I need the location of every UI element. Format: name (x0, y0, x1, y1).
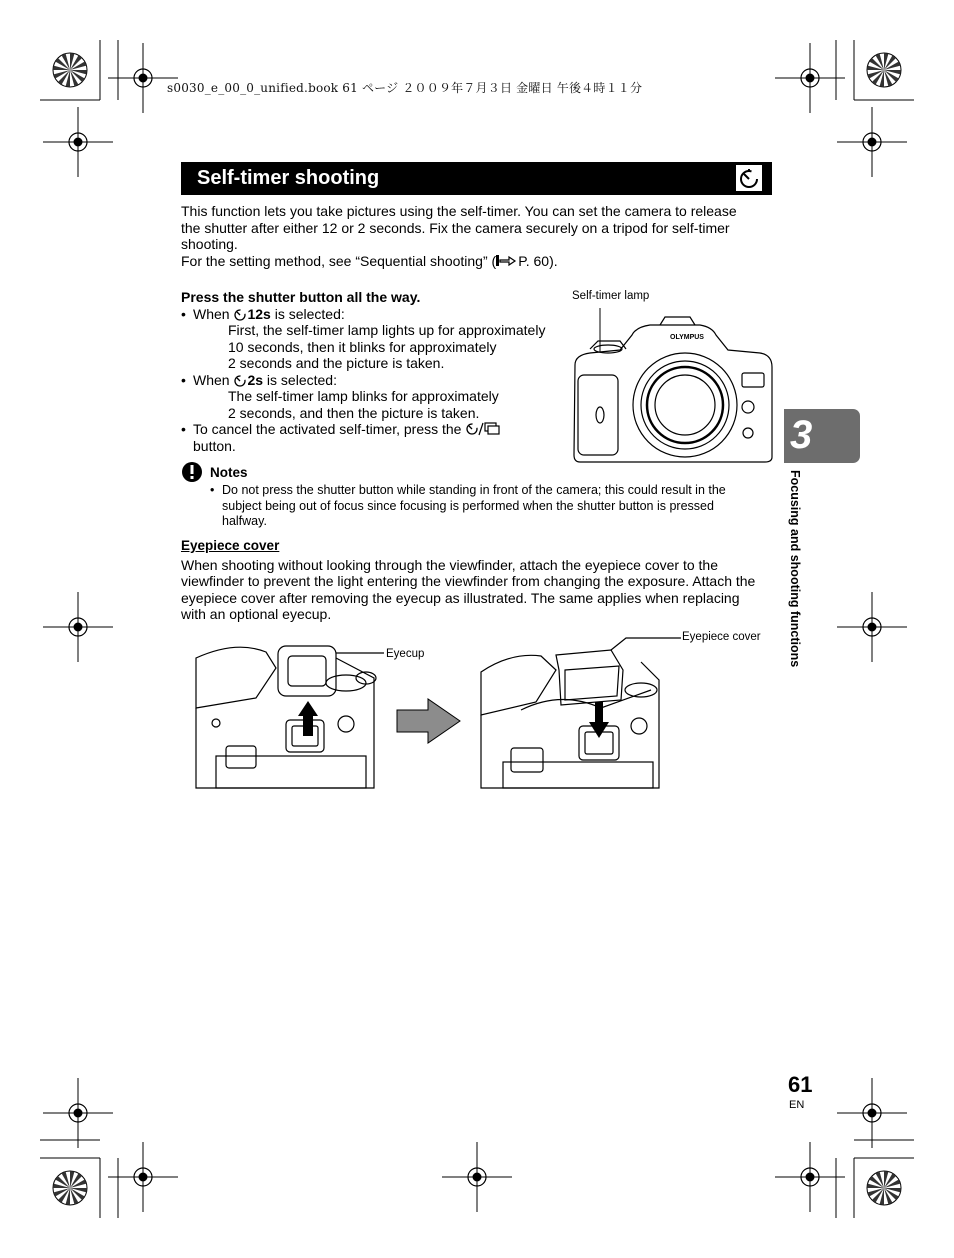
crosshair-mark (442, 1142, 512, 1212)
print-header: s0030_e_00_0_unified.book 61 ページ ２００９年７月３日 金曜日 午後４時１１分 (167, 81, 643, 95)
intro-line: shooting. (181, 236, 238, 252)
list-item: • When 2s is selected: (181, 371, 337, 388)
crosshair-mark (43, 1078, 113, 1148)
instructions: Press the shutter button all the way. • When 12s is selected: First, the self-timer lamp lights up for approximately 10 seconds, then it blinks for approximately 2 seconds and the picture is taken. • When 2s is selected: The self-timer lamp blinks for approximately 2 seconds, and then the picture is taken. • To cancel the activated self-timer, press the button. (181, 289, 561, 454)
list-item: • Do not press the shutter button while standing in front of the camera; this could result in the subject being out of focus since focusing is performed when the shutter button is pressed halfway. (210, 483, 726, 528)
camera-front-illustration (570, 305, 775, 465)
star-target-mark (867, 1171, 901, 1205)
camera-brand-label: OLYMPUS (670, 334, 704, 341)
intro-line: This function lets you take pictures using the self-timer. You can set the camera to release (181, 203, 737, 219)
self-timer-sequential-icon (465, 421, 503, 436)
eyepiece-section: Eyepiece cover When shooting without looking through the viewfinder, attach the eyepiece cover to the viewfinder to prevent the light entering the viewfinder from changing the exposure. Attach the eyepiece cover after removing the eyecup as illustrated. The same applies when replacing with an optional eyecup. (181, 538, 773, 623)
warning-icon (181, 461, 203, 483)
page-language: EN (789, 1099, 805, 1111)
eyecup-label: Eyecup (386, 648, 425, 660)
page-number: 61 (788, 1072, 813, 1097)
self-timer-icon (736, 165, 762, 191)
intro-paragraph (181, 203, 771, 269)
crosshair-mark (837, 1078, 907, 1148)
notes-block (181, 461, 771, 530)
self-timer-icon (233, 307, 247, 321)
crosshair-mark (775, 1142, 845, 1212)
star-target-mark (53, 53, 87, 87)
section-title-bar (181, 162, 772, 195)
eyepiece-heading: Eyepiece cover (181, 538, 280, 553)
list-item: • To cancel the activated self-timer, press the button. (181, 421, 561, 454)
crosshair-mark (837, 107, 907, 177)
star-target-mark (867, 53, 901, 87)
eyecup-removal-illustration (196, 638, 381, 790)
page-reference-icon (496, 254, 518, 267)
list-item: • When 12s is selected: (181, 305, 345, 322)
intro-line: the shutter after either 12 or 2 seconds. Fix the camera securely on a tripod for self-timer (181, 219, 730, 236)
right-arrow-icon (396, 698, 462, 744)
notes-heading: Notes (210, 464, 248, 480)
self-timer-lamp-label: Self-timer lamp (572, 290, 650, 302)
chapter-tab (784, 409, 860, 463)
chapter-side-label: Focusing and shooting functions (788, 470, 802, 668)
chapter-number: 3 (790, 413, 813, 457)
star-target-mark (53, 1171, 87, 1205)
crosshair-mark (43, 592, 113, 662)
section-title: Self-timer shooting (197, 167, 380, 189)
crosshair-mark (837, 592, 907, 662)
eyepiece-cover-illustration (481, 630, 681, 790)
intro-line: For the setting method, see “Sequential shooting” ( P. 60). (181, 252, 558, 269)
self-timer-icon (233, 373, 247, 387)
eyepiece-cover-label: Eyepiece cover (682, 631, 761, 643)
crosshair-mark (775, 43, 845, 113)
crosshair-mark (43, 107, 113, 177)
instruction-heading: Press the shutter button all the way. (181, 289, 421, 305)
